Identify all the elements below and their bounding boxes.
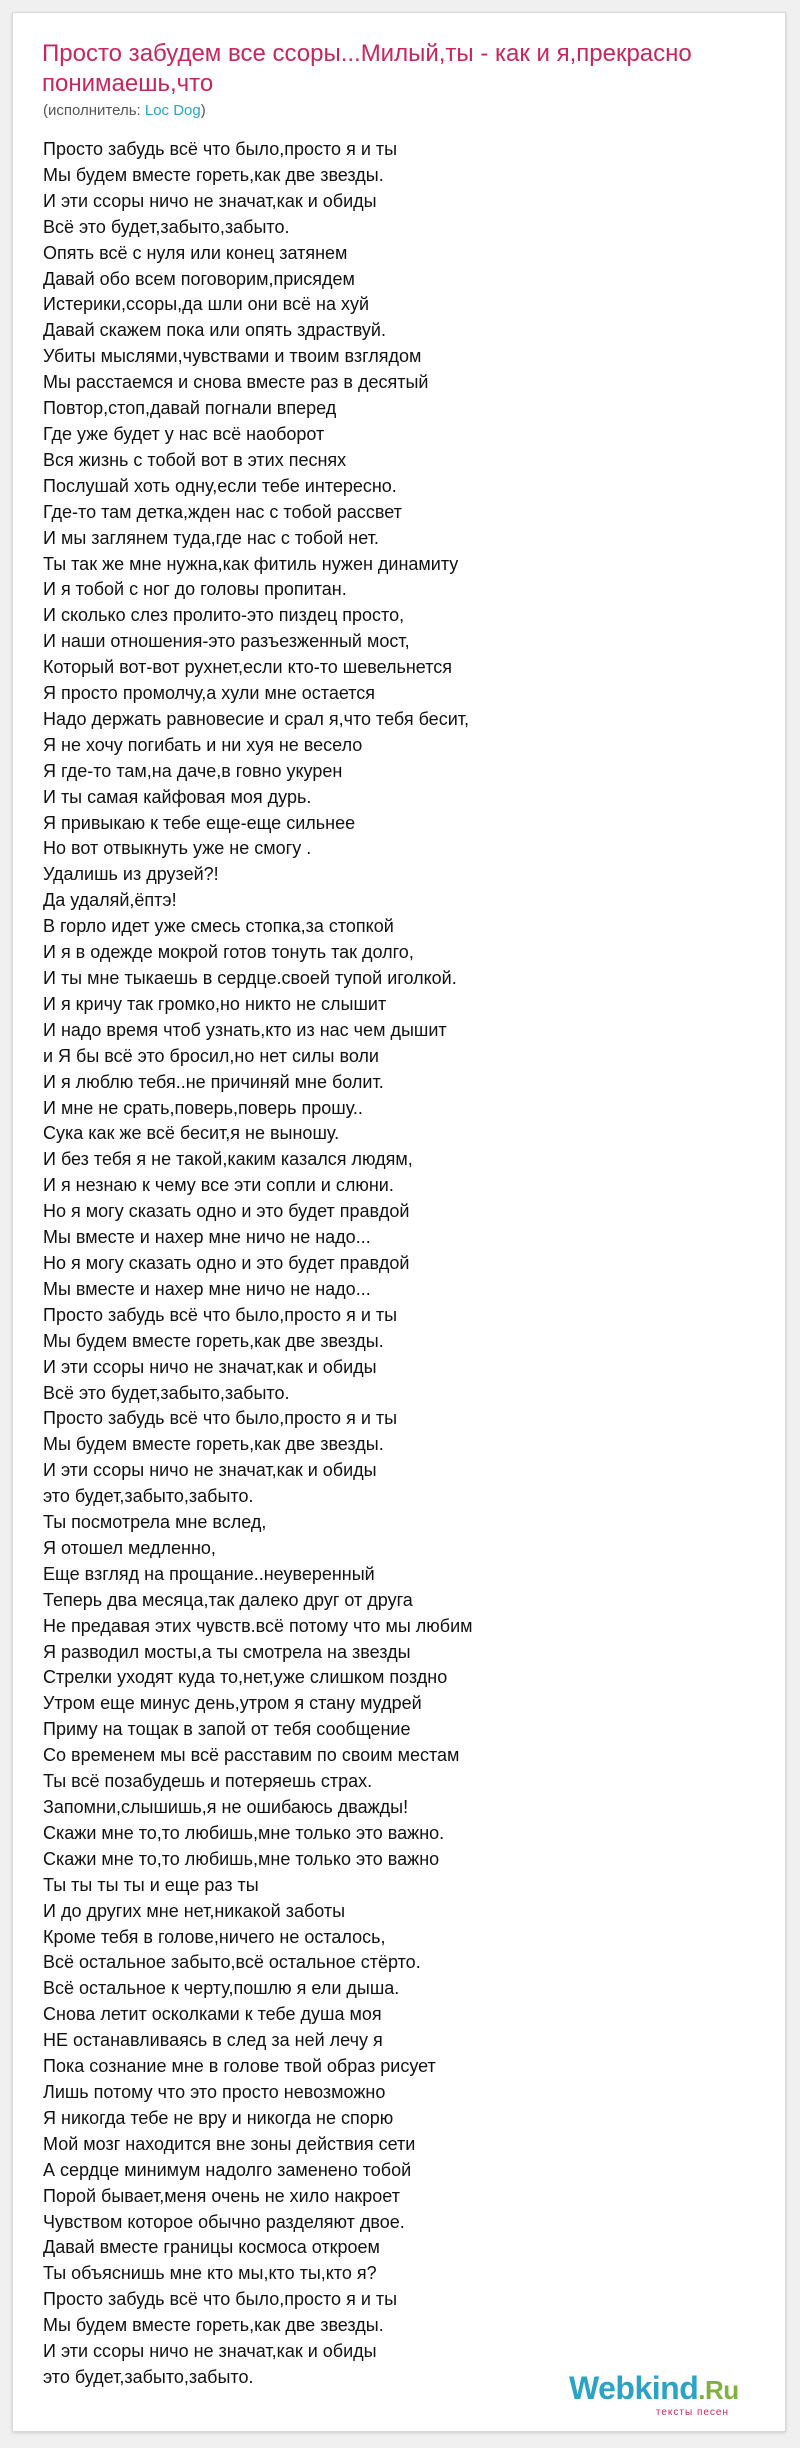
lyric-line: Надо держать равновесие и срал я,что тебя бесит, xyxy=(43,708,469,729)
lyric-line: Пока сознание мне в голове твой образ рисует xyxy=(43,2056,436,2077)
lyric-line: Удалишь из друзей?! xyxy=(43,864,219,885)
lyric-line: Запомни,слышишь,я не ошибаюсь дважды! xyxy=(43,1797,409,1817)
lyric-line: Истерики,ссоры,да шли они всё на хуй xyxy=(43,294,370,315)
artist-prefix: (исполнитель: xyxy=(43,102,145,119)
lyric-line: И ты мне тыкаешь в сердце.своей тупой иголкой. xyxy=(43,968,457,988)
lyric-line: И сколько слез пролито-это пиздец просто, xyxy=(43,605,405,626)
lyric-line: Лишь потому что это просто невозможно xyxy=(43,2081,386,2102)
lyric-line: Послушай хоть одну,если тебе интересно. xyxy=(43,475,397,496)
lyric-line: Со временем мы всё расставим по своим местам xyxy=(43,1745,460,1766)
logo-tld: .Ru xyxy=(698,2375,739,2405)
lyric-line: Мы будем вместе гореть,как две звезды. xyxy=(43,164,384,185)
lyric-line: Всё это будет,забыто,забыто. xyxy=(43,216,290,237)
lyric-line: Ты так же мне нужна,как фитиль нужен динамиту xyxy=(43,553,459,574)
lyric-line: Стрелки уходят куда то,нет,уже слишком поздно xyxy=(43,1667,448,1688)
lyric-line: И до других мне нет,никакой заботы xyxy=(43,1900,346,1921)
lyric-line: Всё это будет,забыто,забыто. xyxy=(43,1382,290,1403)
lyric-line: Мой мозг находится вне зоны действия сети xyxy=(43,2133,416,2154)
lyric-line: Но я могу сказать одно и это будет правдой xyxy=(43,1201,410,1222)
lyric-line: Скажи мне то,то любишь,мне только это важно. xyxy=(43,1822,445,1843)
lyric-line: И я в одежде мокрой готов тонуть так долго, xyxy=(43,942,414,963)
lyric-line: Всё остальное забыто,всё остальное стёрто. xyxy=(43,1952,421,1973)
lyric-line: Снова летит осколками к тебе душа моя xyxy=(43,2004,382,2025)
logo-wordmark xyxy=(569,2371,765,2407)
lyric-line: И эти ссоры ничо не значат,как и обиды xyxy=(43,1460,377,1481)
logo-name: Webkind xyxy=(569,2370,699,2406)
lyric-line: и Я бы всё это бросил,но нет силы воли xyxy=(43,1045,379,1066)
lyric-line: И я незнаю к чему все эти сопли и слюни. xyxy=(43,1175,394,1196)
lyric-line: Но я могу сказать одно и это будет правдой xyxy=(43,1252,410,1273)
lyric-line: НЕ останавливаясь в след за ней лечу я xyxy=(43,2030,383,2051)
page-title: Просто забудем все ссоры...Милый,ты - как и я,прекрасно понимаешь,что xyxy=(42,40,692,97)
lyric-line: Ты посмотрела мне вслед, xyxy=(43,1512,267,1533)
lyric-line: Давай вместе границы космоса откроем xyxy=(43,2237,380,2258)
lyric-line: Я привыкаю к тебе еще-еще сильнее xyxy=(43,812,356,833)
lyric-line: Где уже будет у нас всё наоборот xyxy=(43,423,325,444)
lyric-line: Всё остальное к черту,пошлю я ели дыша. xyxy=(43,1978,400,1999)
lyric-line: это будет,забыто,забыто. xyxy=(43,2366,254,2387)
lyric-line: Я где-то там,на даче,в говно укурен xyxy=(43,760,343,781)
lyric-line: Чувством которое обычно разделяют двое. xyxy=(43,2211,405,2232)
lyrics-text xyxy=(43,137,473,2391)
lyric-line: И наши отношения-это разъезженный мост, xyxy=(43,631,410,652)
lyric-line: Мы расстаемся и снова вместе раз в десятый xyxy=(43,372,429,393)
logo-tagline: тексты песен xyxy=(655,2407,729,2418)
lyric-line: А сердце минимум надолго заменено тобой xyxy=(43,2159,412,2180)
lyric-line: Давай обо всем поговорим,присядем xyxy=(43,268,355,289)
lyric-line: И надо время чтоб узнать,кто из нас чем дышит xyxy=(43,1019,447,1040)
lyric-line: Я не хочу погибать и ни хуя не весело xyxy=(43,734,363,755)
lyric-line: Мы вместе и нахер мне ничо не надо... xyxy=(43,1278,371,1299)
lyric-line: И эти ссоры ничо не значат,как и обиды xyxy=(43,1356,377,1377)
lyric-line: Скажи мне то,то любишь,мне только это важно xyxy=(43,1848,440,1869)
lyric-line: И эти ссоры ничо не значат,как и обиды xyxy=(43,190,377,211)
lyric-line: Приму на тощак в запой от тебя сообщение xyxy=(43,1719,411,1740)
lyric-line: Мы будем вместе гореть,как две звезды. xyxy=(43,2315,384,2336)
lyric-line: И мы заглянем туда,где нас с тобой нет. xyxy=(43,527,379,548)
lyric-line: Не предавая этих чувств.всё потому что мы любим xyxy=(43,1615,473,1636)
lyric-line: И я люблю тебя..не причиняй мне болит. xyxy=(43,1071,384,1092)
lyric-line: И эти ссоры ничо не значат,как и обиды xyxy=(43,2341,377,2362)
lyric-line: Просто забудь всё что было,просто я и ты xyxy=(43,1408,398,1429)
lyric-line: В горло идет уже смесь стопка,за стопкой xyxy=(43,916,394,937)
lyric-line: Где-то там детка,жден нас с тобой рассвет xyxy=(43,501,402,522)
lyric-line: И ты самая кайфовая моя дурь. xyxy=(43,786,312,807)
lyric-line: Мы будем вместе гореть,как две звезды. xyxy=(43,1434,384,1455)
lyric-line: Я разводил мосты,а ты смотрела на звезды xyxy=(43,1641,411,1662)
lyric-line: Убиты мыслями,чувствами и твоим взглядом xyxy=(43,346,422,367)
lyric-line: Теперь два месяца,так далеко друг от друга xyxy=(43,1589,413,1610)
lyric-line: Давай скажем пока или опять здраствуй. xyxy=(43,320,386,341)
lyric-line: Я просто промолчу,а хули мне остается xyxy=(43,683,376,704)
lyric-line: Просто забудь всё что было,просто я и ты xyxy=(43,139,398,159)
lyric-line: Мы вместе и нахер мне ничо не надо... xyxy=(43,1227,371,1248)
lyric-line: Повтор,стоп,давай погнали вперед xyxy=(43,398,337,419)
lyric-line: Опять всё с нуля или конец затянем xyxy=(43,242,348,263)
lyric-line: Но вот отвыкнуть уже не смогу . xyxy=(43,838,312,859)
lyric-line: Вся жизнь с тобой вот в этих песнях xyxy=(43,449,347,470)
lyric-line: Еще взгляд на прощание..неуверенный xyxy=(43,1563,375,1584)
lyric-line: Ты всё позабудешь и потеряешь страх. xyxy=(43,1771,373,1792)
lyrics-card xyxy=(12,12,786,2432)
artist-suffix: ) xyxy=(200,102,206,119)
lyric-line: Утром еще минус день,утром я стану мудрей xyxy=(43,1693,422,1714)
lyric-line: Да удаляй,ёптэ! xyxy=(43,890,177,911)
lyric-line: Порой бывает,меня очень не хило накроет xyxy=(43,2185,400,2206)
lyric-line: И я кричу так громко,но никто не слышит xyxy=(43,993,387,1014)
lyric-line: Ты ты ты ты и еще раз ты xyxy=(43,1874,259,1895)
artist-line xyxy=(43,101,206,121)
lyric-line: Ты объяснишь мне кто мы,кто ты,кто я? xyxy=(43,2263,377,2284)
lyric-line: Кроме тебя в голове,ничего не осталось, xyxy=(43,1926,386,1947)
lyric-line: И без тебя я не такой,каким казался людям, xyxy=(43,1149,413,1170)
lyric-line: И мне не срать,поверь,поверь прошу.. xyxy=(43,1097,363,1118)
lyric-line: Я отошел медленно, xyxy=(43,1537,216,1558)
lyric-line: Который вот-вот рухнет,если кто-то шевельнется xyxy=(43,657,452,678)
lyric-line: И я тобой с ног до головы пропитан. xyxy=(43,579,347,600)
lyric-line: это будет,забыто,забыто. xyxy=(43,1486,254,1507)
lyric-line: Мы будем вместе гореть,как две звезды. xyxy=(43,1330,384,1351)
lyric-line: Просто забудь всё что было,просто я и ты xyxy=(43,2289,398,2310)
site-logo[interactable] xyxy=(569,2371,765,2419)
lyric-line: Просто забудь всё что было,просто я и ты xyxy=(43,1304,398,1325)
lyric-line: Я никогда тебе не вру и никогда не спорю xyxy=(43,2107,394,2128)
lyric-line: Сука как же всё бесит,я не выношу. xyxy=(43,1123,340,1144)
artist-link[interactable]: Loc Dog xyxy=(144,102,201,119)
